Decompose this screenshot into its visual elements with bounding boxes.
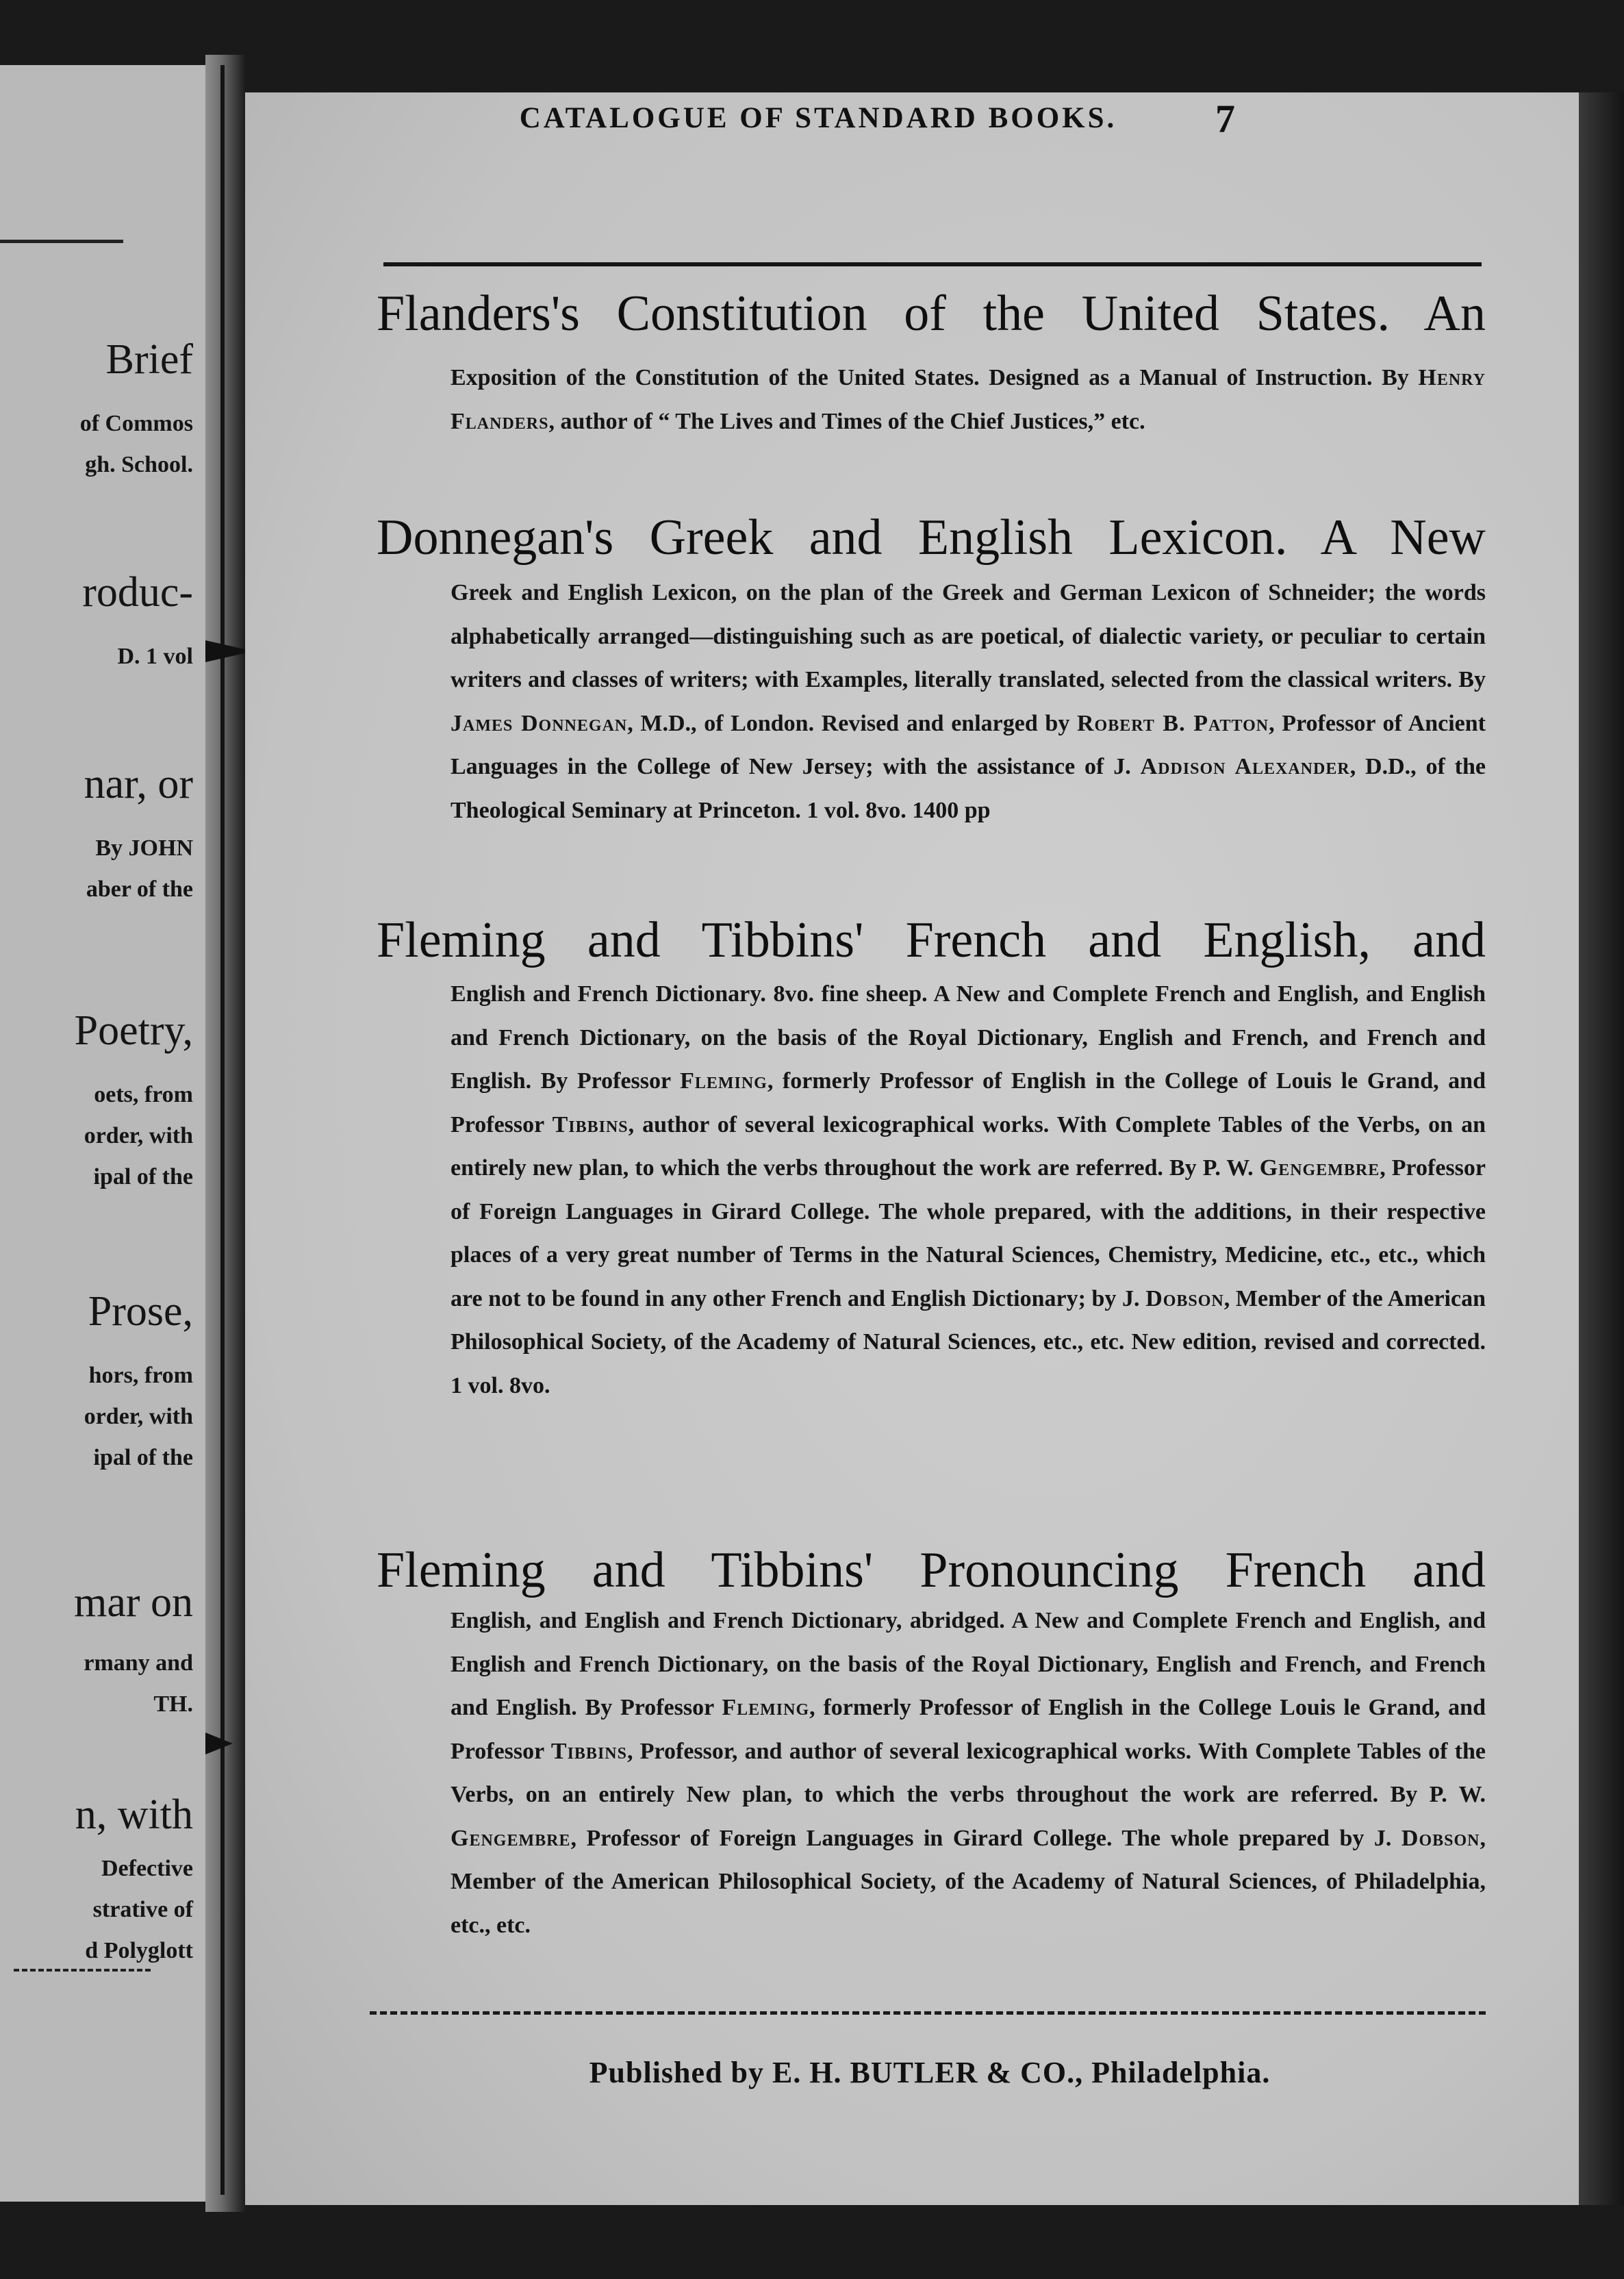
author-name: Gengembre	[451, 1825, 571, 1851]
author-name: James Donnegan	[451, 710, 628, 736]
left-page-line: oets, from	[94, 1082, 193, 1107]
left-page-line: Defective	[101, 1856, 193, 1881]
author-name: Fleming	[722, 1695, 810, 1720]
author-name: Gengembre	[1259, 1155, 1380, 1181]
left-page-line: nar, or	[84, 761, 193, 807]
left-page-line: mar on	[74, 1579, 193, 1626]
author-name: Tibbins	[552, 1111, 629, 1137]
entry-description: Greek and English Lexicon, on the plan of the Greek and German Lexicon of Schneider; the words alphabetically arranged—distinguishing such as are poetical, of dialectic variety, or peculiar to certain writers and classes of writers; with Examples, literally translated, selected from the classical writers. By James Donnegan, M.D., of London. Revised and enlarged by Robert B. Patton, Professor of Ancient Languages in the College of New Jersey; with the assistance of J. Addison Alexander, D.D., of the Theological Seminary at Princeton. 1 vol. 8vo. 1400 pp	[451, 580, 1486, 823]
entry-title: Fleming and Tibbins' French and English, and	[377, 912, 1486, 968]
left-page-line: rmany and	[84, 1650, 193, 1676]
author-name: Dobson	[1401, 1825, 1480, 1851]
left-page-line: ipal of the	[93, 1164, 193, 1189]
header-rule	[383, 262, 1482, 266]
left-page-line: TH.	[153, 1691, 193, 1717]
left-page-line: gh. School.	[85, 452, 193, 477]
left-page-line: roduc-	[82, 569, 193, 616]
left-page-line: Poetry,	[74, 1007, 193, 1054]
left-page-line: strative of	[92, 1897, 193, 1922]
left-page-line: ipal of the	[93, 1445, 193, 1470]
left-page-line: hors, from	[88, 1363, 193, 1388]
entry-description: English and French Dictionary. 8vo. fine sheep. A New and Complete French and English, and English and French Dictionary, on the basis of the Royal Dictionary, English and French, and French and English. By Professor Fleming, formerly Professor of English in the College of Louis le Grand, and Professor Tibbins, author of several lexicographical works. With Complete Tables of the Verbs, on an entirely new plan, to which the verbs throughout the work are referred. By P. W. Gengembre, Professor of Foreign Languages in Girard College. The whole prepared, with the additions, in their respective places of a very great number of Terms in the Natural Sciences, Chemistry, Medicine, etc., etc., which are not to be found in any other French and English Dictionary; by J. Dobson, Member of the American Philosophical Society, of the Academy of Natural Sciences, etc., etc. New edition, revised and corrected. 1 vol. 8vo.	[451, 981, 1486, 1398]
left-page-line: D. 1 vol	[117, 644, 193, 669]
left-page-line: aber of the	[86, 877, 193, 902]
binding-gutter	[205, 55, 245, 2212]
author-name: Addison Alexander	[1140, 754, 1350, 779]
entry-description: English, and English and French Dictionary, abridged. A New and Complete French and English, and English and French Dictionary, on the basis of the Royal Dictionary, English and French, and French and English. By Professor Fleming, formerly Professor of English in the College Louis le Grand, and Professor Tibbins, Professor, and author of several lexicographical works. With Complete Tables of the Verbs, on an entirely New plan, to which the verbs throughout the work are referred. By P. W. Gengembre, Professor of Foreign Languages in Girard College. The whole prepared by J. Dobson, Member of the American Philosophical Society, of the Academy of Natural Sciences, of Philadelphia, etc., etc.	[451, 1608, 1486, 1938]
author-name: Tibbins	[550, 1738, 627, 1764]
author-name: Dobson	[1145, 1285, 1224, 1311]
entry-title: Donnegan's Greek and English Lexicon. A New	[377, 509, 1486, 566]
left-page-line: Brief	[105, 336, 193, 383]
left-page-line: Prose,	[88, 1288, 193, 1335]
binding-notch	[205, 1733, 233, 1754]
left-page-fragment	[0, 65, 205, 2202]
left-page-line: n, with	[75, 1791, 193, 1838]
publisher-imprint: Published by E. H. BUTLER & CO., Philadelphia.	[589, 2056, 1271, 2089]
left-page-line: order, with	[84, 1404, 193, 1429]
author-name: Fleming	[680, 1068, 767, 1094]
left-page-line: of Commos	[79, 411, 193, 436]
author-name: Robert B. Patton	[1077, 710, 1269, 736]
author-name: Henry Flanders	[451, 365, 1486, 434]
left-page-rule	[0, 240, 123, 243]
binding-line	[220, 65, 225, 2195]
entry-title: Flanders's Constitution of the United States. An	[377, 286, 1486, 342]
page-number: 7	[1215, 97, 1235, 141]
page-edge-shadow	[1579, 92, 1624, 2205]
footer-rule	[370, 2011, 1486, 2015]
left-page-line: d Polyglott	[85, 1938, 193, 1963]
left-page-dashes	[14, 1969, 151, 1972]
entry-description: Exposition of the Constitution of the United States. Designed as a Manual of Instruction. By Henry Flanders, author of “ The Lives and Times of the Chief Justices,” etc.	[451, 365, 1486, 434]
running-head: CATALOGUE OF STANDARD BOOKS.	[519, 102, 1117, 134]
left-page-line: order, with	[84, 1123, 193, 1148]
entry-title: Fleming and Tibbins' Pronouncing French and	[377, 1542, 1486, 1598]
left-page-line: By JOHN	[95, 835, 193, 861]
